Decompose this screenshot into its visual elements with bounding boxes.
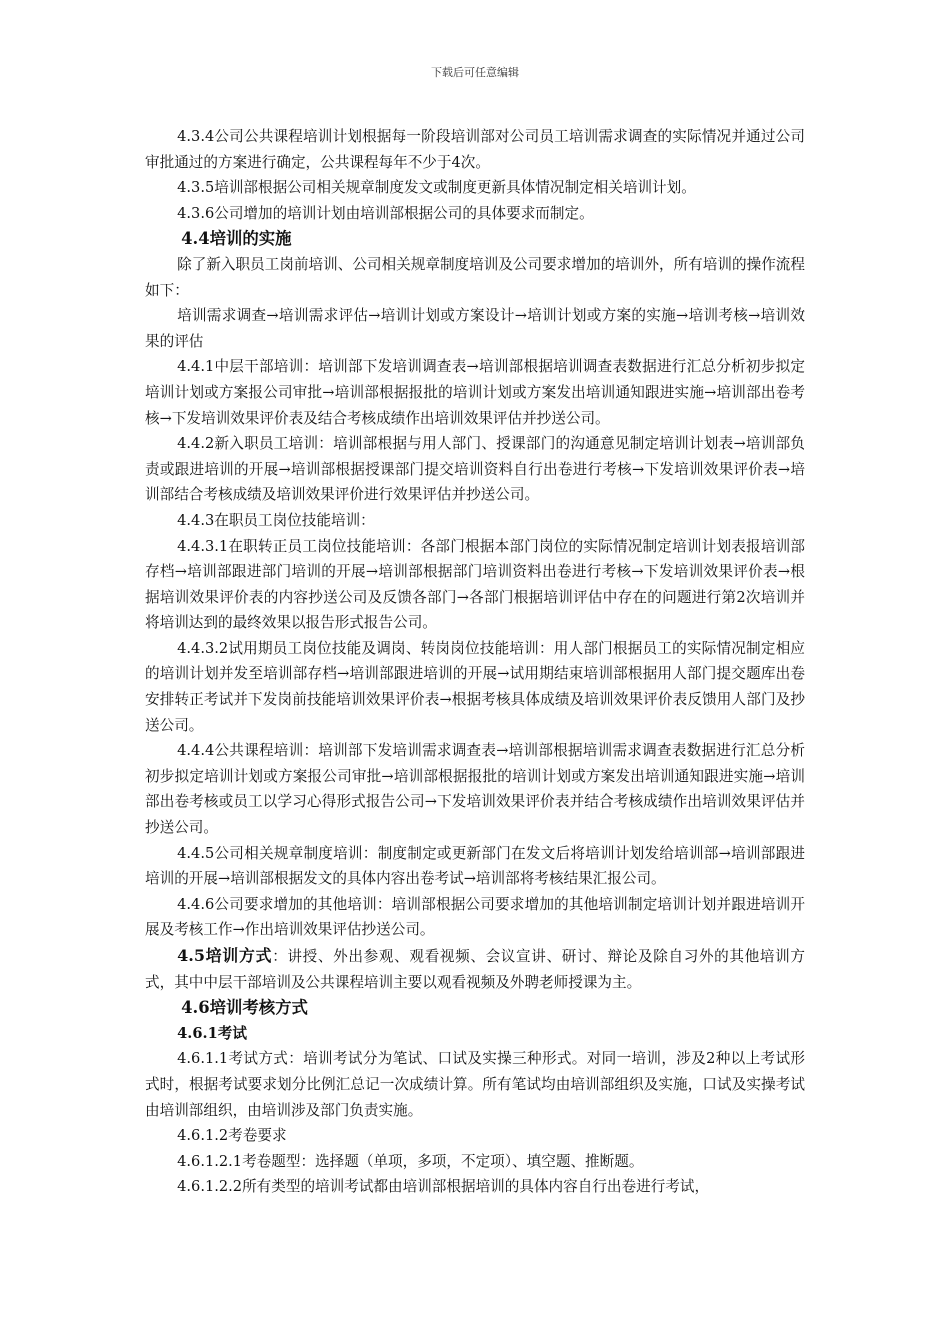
- paragraph-4-3-5: 4.3.5培训部根据公司相关规章制度发文或制度更新具体情况制定相关培训计划。: [177, 179, 696, 197]
- paragraph-4-4-4: 4.4.4公共课程培训：培训部下发培训需求调查表→培训部根据培训需求调查表数据进行汇总分析初步拟定培训计划或方案报公司审批→培训部根据报批的培训计划或方案发出培训通知跟进实施→培训部出卷考核或员工以学习心得形式报告公司→下发培训效果评价表并结合考核成绩作出培训效果评估并抄送公司。: [145, 742, 805, 837]
- paragraph-4-4-3: 4.4.3在职员工岗位技能培训：: [177, 511, 375, 529]
- paragraph-4-6-1-2: 4.6.1.2考卷要求: [177, 1127, 287, 1145]
- paragraph-4-6-1-2-1: 4.6.1.2.1考卷题型：选择题（单项，多项，不定项）、填空题、推断题。: [177, 1152, 644, 1170]
- paragraph-4-4-flow: 培训需求调查→培训需求评估→培训计划或方案设计→培训计划或方案的实施→培训考核→培训效果的评估: [145, 307, 805, 350]
- paragraph-4-4-5: 4.4.5公司相关规章制度培训：制度制定或更新部门在发文后将培训计划发给培训部→培训部跟进培训的开展→培训部根据发文的具体内容出卷考试→培训部将考核结果汇报公司。: [145, 844, 805, 888]
- paragraph-4-5-text: ：讲授、外出参观、观看视频、会议宣讲、研讨、辩论及除自习外的其他培训方式，其中中层干部培训及公共课程培训主要以观看视频及外聘老师授课为主。: [145, 948, 805, 991]
- heading-4-6: 4.6培训考核方式: [181, 998, 308, 1018]
- paragraph-4-4-1: 4.4.1中层干部培训：培训部下发培训调查表→培训部根据培训调查表数据进行汇总分析初步拟定培训计划或方案报公司审批→培训部根据报批的培训计划或方案发出培训通知跟进实施→培训部出卷考核→下发培训效果评价表及结合考核成绩作出培训效果评估并抄送公司。: [145, 358, 805, 427]
- paragraph-4-4-3-1: 4.4.3.1在职转正员工岗位技能培训：各部门根据本部门岗位的实际情况制定培训计划表报培训部存档→培训部跟进部门培训的开展→培训部根据部门培训资料出卷进行考核→下发培训效果评价表→根据培训效果评价表的内容抄送公司及反馈各部门→各部门根据培训评估中存在的问题进行第2次培训并将培训达到的最终效果以报告形式报告公司。: [145, 537, 805, 632]
- heading-4-4: 4.4培训的实施: [181, 229, 292, 249]
- paragraph-4-6-1-2-2: 4.6.1.2.2所有类型的培训考试都由培训部根据培训的具体内容自行出卷进行考试，: [177, 1178, 710, 1196]
- paragraph-4-3-6: 4.3.6公司增加的培训计划由培训部根据公司的具体要求而制定。: [177, 204, 594, 222]
- paragraph-4-4-2: 4.4.2新入职员工培训：培训部根据与用人部门、授课部门的沟通意见制定培训计划表→培训部负责或跟进培训的开展→培训部根据授课部门提交培训资料自行出卷进行考核→下发培训效果评价表→培训部结合考核成绩及培训效果评价进行效果评估并抄送公司。: [145, 435, 805, 504]
- page-header: 下载后可任意编辑: [431, 66, 519, 79]
- heading-4-5: 4.5培训方式: [177, 946, 273, 965]
- paragraph-4-3-4: 4.3.4公司公共课程培训计划根据每一阶段培训部对公司员工培训需求调查的实际情况并通过公司审批通过的方案进行确定，公共课程每年不少于4次。: [145, 128, 805, 171]
- heading-4-6-1: 4.6.1考试: [177, 1024, 247, 1042]
- document-body: [145, 124, 805, 1200]
- paragraph-4-4-6: 4.4.6公司要求增加的其他培训：培训部根据公司要求增加的其他培训制定培训计划并跟进培训开展及考核工作→作出培训效果评估抄送公司。: [145, 895, 805, 939]
- paragraph-4-5: [145, 943, 805, 995]
- paragraph-4-4-3-2: 4.4.3.2试用期员工岗位技能及调岗、转岗岗位技能培训：用人部门根据员工的实际情况制定相应的培训计划并发至培训部存档→培训部跟进培训的开展→试用期结束培训部根据用人部门提交题库出卷安排转正考试并下发岗前技能培训效果评价表→根据考核具体成绩及培训效果评价表反馈用人部门及抄送公司。: [145, 639, 805, 734]
- paragraph-4-4-intro: 除了新入职员工岗前培训、公司相关规章制度培训及公司要求增加的培训外，所有培训的操作流程如下：: [145, 255, 805, 299]
- paragraph-4-6-1-1: 4.6.1.1考试方式：培训考试分为笔试、口试及实操三种形式。对同一培训，涉及2种以上考试形式时，根据考试要求划分比例汇总记一次成绩计算。所有笔试均由培训部组织及实施，口试及实操考试由培训部组织，由培训涉及部门负责实施。: [145, 1050, 805, 1119]
